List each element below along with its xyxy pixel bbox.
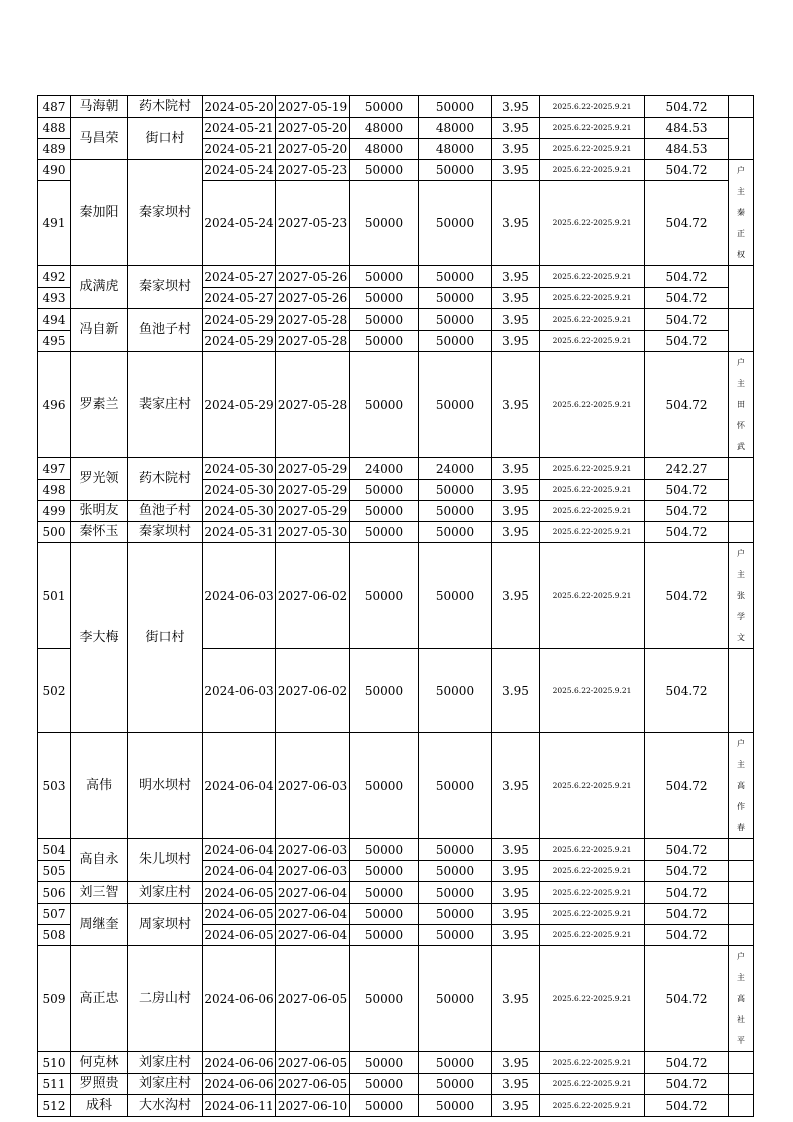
loan-amount: 50000 <box>350 543 419 649</box>
interest-period: 2025.6.22-2025.9.21 <box>540 480 645 501</box>
village-name: 秦家坝村 <box>128 160 203 266</box>
table-row <box>38 266 754 288</box>
table-row <box>38 96 754 118</box>
row-number: 487 <box>38 96 71 118</box>
interest-period: 2025.6.22-2025.9.21 <box>540 543 645 649</box>
remark-text: 户主高作春 <box>737 739 745 832</box>
borrower-name: 何克林 <box>71 1052 128 1074</box>
interest-rate: 3.95 <box>492 543 540 649</box>
remark-cell <box>729 904 754 925</box>
row-number: 492 <box>38 266 71 288</box>
interest-amount: 504.72 <box>645 861 729 882</box>
loan-end-date: 2027-05-20 <box>276 118 350 139</box>
loan-start-date: 2024-06-05 <box>203 882 276 904</box>
interest-rate: 3.95 <box>492 522 540 543</box>
remark-cell <box>729 733 754 839</box>
loan-end-date: 2027-06-05 <box>276 946 350 1052</box>
remark-cell <box>729 1074 754 1095</box>
loan-start-date: 2024-05-29 <box>203 309 276 331</box>
interest-rate: 3.95 <box>492 904 540 925</box>
interest-period: 2025.6.22-2025.9.21 <box>540 288 645 309</box>
loan-balance: 50000 <box>419 522 492 543</box>
loan-balance: 24000 <box>419 458 492 480</box>
interest-rate: 3.95 <box>492 118 540 139</box>
interest-period: 2025.6.22-2025.9.21 <box>540 1052 645 1074</box>
interest-rate: 3.95 <box>492 1052 540 1074</box>
loan-amount: 50000 <box>350 288 419 309</box>
loan-end-date: 2027-05-23 <box>276 181 350 266</box>
table-row <box>38 160 754 181</box>
remark-cell <box>729 96 754 118</box>
remark-cell <box>729 1095 754 1117</box>
loan-amount: 50000 <box>350 904 419 925</box>
interest-period: 2025.6.22-2025.9.21 <box>540 861 645 882</box>
loan-balance: 50000 <box>419 331 492 352</box>
loan-amount: 50000 <box>350 352 419 458</box>
village-name: 刘家庄村 <box>128 1052 203 1074</box>
table-row <box>38 543 754 649</box>
interest-amount: 504.72 <box>645 96 729 118</box>
interest-amount: 504.72 <box>645 309 729 331</box>
interest-rate: 3.95 <box>492 96 540 118</box>
loan-balance: 50000 <box>419 96 492 118</box>
loan-start-date: 2024-06-05 <box>203 925 276 946</box>
interest-period: 2025.6.22-2025.9.21 <box>540 649 645 733</box>
interest-amount: 242.27 <box>645 458 729 480</box>
row-number: 497 <box>38 458 71 480</box>
loan-end-date: 2027-06-05 <box>276 1052 350 1074</box>
row-number: 500 <box>38 522 71 543</box>
loan-end-date: 2027-05-29 <box>276 501 350 522</box>
loan-end-date: 2027-05-19 <box>276 96 350 118</box>
interest-period: 2025.6.22-2025.9.21 <box>540 266 645 288</box>
loan-amount: 50000 <box>350 839 419 861</box>
interest-amount: 484.53 <box>645 118 729 139</box>
loan-balance: 50000 <box>419 543 492 649</box>
row-number: 501 <box>38 543 71 649</box>
interest-period: 2025.6.22-2025.9.21 <box>540 309 645 331</box>
table-row <box>38 352 754 458</box>
interest-amount: 504.72 <box>645 266 729 288</box>
row-number: 503 <box>38 733 71 839</box>
loan-end-date: 2027-06-03 <box>276 839 350 861</box>
loan-end-date: 2027-05-20 <box>276 139 350 160</box>
loan-balance: 50000 <box>419 649 492 733</box>
interest-rate: 3.95 <box>492 331 540 352</box>
interest-period: 2025.6.22-2025.9.21 <box>540 118 645 139</box>
row-number: 502 <box>38 649 71 733</box>
loan-balance: 50000 <box>419 288 492 309</box>
interest-amount: 504.72 <box>645 522 729 543</box>
interest-amount: 504.72 <box>645 288 729 309</box>
loan-amount: 50000 <box>350 331 419 352</box>
table-row <box>38 733 754 839</box>
table-row <box>38 118 754 139</box>
remark-cell <box>729 118 754 160</box>
loan-start-date: 2024-05-30 <box>203 458 276 480</box>
remark-cell <box>729 309 754 352</box>
table-row <box>38 1052 754 1074</box>
borrower-name: 周继奎 <box>71 904 128 946</box>
interest-period: 2025.6.22-2025.9.21 <box>540 1074 645 1095</box>
borrower-name: 马海朝 <box>71 96 128 118</box>
loan-end-date: 2027-05-23 <box>276 160 350 181</box>
remark-cell <box>729 925 754 946</box>
loan-balance: 48000 <box>419 118 492 139</box>
loan-end-date: 2027-06-03 <box>276 733 350 839</box>
loan-balance: 50000 <box>419 160 492 181</box>
village-name: 鱼池子村 <box>128 309 203 352</box>
remark-text: 户主高社平 <box>737 952 745 1045</box>
loan-amount: 48000 <box>350 139 419 160</box>
interest-rate: 3.95 <box>492 925 540 946</box>
loan-end-date: 2027-06-04 <box>276 904 350 925</box>
loan-end-date: 2027-06-04 <box>276 882 350 904</box>
village-name: 朱儿坝村 <box>128 839 203 882</box>
loan-amount: 50000 <box>350 96 419 118</box>
loan-balance: 50000 <box>419 1095 492 1117</box>
loan-balance: 50000 <box>419 266 492 288</box>
loan-amount: 50000 <box>350 649 419 733</box>
loan-end-date: 2027-06-02 <box>276 649 350 733</box>
remark-text: 户主秦正权 <box>737 166 745 259</box>
loan-start-date: 2024-06-03 <box>203 649 276 733</box>
remark-text: 户主田怀武 <box>737 358 745 451</box>
loan-amount: 50000 <box>350 266 419 288</box>
loan-balance: 50000 <box>419 1052 492 1074</box>
interest-rate: 3.95 <box>492 309 540 331</box>
interest-rate: 3.95 <box>492 288 540 309</box>
loan-balance: 50000 <box>419 946 492 1052</box>
borrower-name: 秦怀玉 <box>71 522 128 543</box>
interest-period: 2025.6.22-2025.9.21 <box>540 160 645 181</box>
interest-amount: 504.72 <box>645 480 729 501</box>
borrower-name: 冯自新 <box>71 309 128 352</box>
loan-balance: 50000 <box>419 181 492 266</box>
loan-start-date: 2024-05-30 <box>203 501 276 522</box>
table-row <box>38 501 754 522</box>
borrower-name: 秦加阳 <box>71 160 128 266</box>
loan-amount: 50000 <box>350 480 419 501</box>
interest-amount: 504.72 <box>645 925 729 946</box>
loan-start-date: 2024-06-06 <box>203 1052 276 1074</box>
remark-cell <box>729 501 754 522</box>
row-number: 509 <box>38 946 71 1052</box>
table-row <box>38 458 754 480</box>
village-name: 街口村 <box>128 543 203 733</box>
loan-amount: 48000 <box>350 118 419 139</box>
village-name: 明水坝村 <box>128 733 203 839</box>
loan-start-date: 2024-05-21 <box>203 118 276 139</box>
loan-amount: 50000 <box>350 925 419 946</box>
loan-balance: 50000 <box>419 925 492 946</box>
interest-rate: 3.95 <box>492 266 540 288</box>
interest-amount: 504.72 <box>645 1052 729 1074</box>
loan-balance: 50000 <box>419 501 492 522</box>
table-row <box>38 1095 754 1117</box>
interest-period: 2025.6.22-2025.9.21 <box>540 733 645 839</box>
remark-cell <box>729 649 754 733</box>
interest-period: 2025.6.22-2025.9.21 <box>540 925 645 946</box>
loan-amount: 50000 <box>350 501 419 522</box>
loan-end-date: 2027-05-26 <box>276 266 350 288</box>
interest-rate: 3.95 <box>492 839 540 861</box>
interest-amount: 504.72 <box>645 904 729 925</box>
row-number: 489 <box>38 139 71 160</box>
loan-start-date: 2024-05-31 <box>203 522 276 543</box>
interest-amount: 504.72 <box>645 1095 729 1117</box>
row-number: 508 <box>38 925 71 946</box>
remark-cell <box>729 266 754 309</box>
interest-period: 2025.6.22-2025.9.21 <box>540 139 645 160</box>
loan-start-date: 2024-06-04 <box>203 733 276 839</box>
interest-rate: 3.95 <box>492 1095 540 1117</box>
loan-start-date: 2024-05-29 <box>203 352 276 458</box>
remark-cell <box>729 160 754 266</box>
interest-amount: 504.72 <box>645 501 729 522</box>
interest-amount: 504.72 <box>645 543 729 649</box>
interest-amount: 504.72 <box>645 352 729 458</box>
interest-rate: 3.95 <box>492 501 540 522</box>
remark-cell <box>729 861 754 882</box>
loan-balance: 50000 <box>419 480 492 501</box>
remark-cell <box>729 1052 754 1074</box>
table-row <box>38 522 754 543</box>
row-number: 495 <box>38 331 71 352</box>
remark-cell <box>729 352 754 458</box>
interest-amount: 504.72 <box>645 839 729 861</box>
loan-balance: 50000 <box>419 309 492 331</box>
loan-start-date: 2024-06-06 <box>203 946 276 1052</box>
row-number: 491 <box>38 181 71 266</box>
loan-end-date: 2027-05-26 <box>276 288 350 309</box>
borrower-name: 成科 <box>71 1095 128 1117</box>
village-name: 二房山村 <box>128 946 203 1052</box>
row-number: 498 <box>38 480 71 501</box>
loan-start-date: 2024-06-03 <box>203 543 276 649</box>
loan-amount: 50000 <box>350 181 419 266</box>
loan-start-date: 2024-05-29 <box>203 331 276 352</box>
borrower-name: 成满虎 <box>71 266 128 309</box>
loan-amount: 50000 <box>350 733 419 839</box>
borrower-name: 罗照贵 <box>71 1074 128 1095</box>
row-number: 512 <box>38 1095 71 1117</box>
village-name: 刘家庄村 <box>128 1074 203 1095</box>
row-number: 493 <box>38 288 71 309</box>
interest-amount: 484.53 <box>645 139 729 160</box>
interest-amount: 504.72 <box>645 181 729 266</box>
loan-balance: 50000 <box>419 352 492 458</box>
interest-amount: 504.72 <box>645 331 729 352</box>
loan-amount: 50000 <box>350 1095 419 1117</box>
row-number: 494 <box>38 309 71 331</box>
loan-end-date: 2027-06-04 <box>276 925 350 946</box>
row-number: 505 <box>38 861 71 882</box>
interest-rate: 3.95 <box>492 139 540 160</box>
table-row <box>38 1074 754 1095</box>
borrower-name: 高伟 <box>71 733 128 839</box>
loan-start-date: 2024-06-11 <box>203 1095 276 1117</box>
loan-end-date: 2027-06-05 <box>276 1074 350 1095</box>
borrower-name: 高自永 <box>71 839 128 882</box>
loan-amount: 50000 <box>350 1052 419 1074</box>
table-row <box>38 839 754 861</box>
village-name: 刘家庄村 <box>128 882 203 904</box>
interest-amount: 504.72 <box>645 160 729 181</box>
remark-text: 户主张学文 <box>737 549 745 642</box>
interest-amount: 504.72 <box>645 649 729 733</box>
village-name: 街口村 <box>128 118 203 160</box>
row-number: 490 <box>38 160 71 181</box>
row-number: 510 <box>38 1052 71 1074</box>
remark-cell <box>729 543 754 649</box>
interest-period: 2025.6.22-2025.9.21 <box>540 946 645 1052</box>
interest-rate: 3.95 <box>492 181 540 266</box>
loan-end-date: 2027-05-29 <box>276 458 350 480</box>
loan-balance: 50000 <box>419 861 492 882</box>
loan-start-date: 2024-05-27 <box>203 288 276 309</box>
table-row <box>38 946 754 1052</box>
village-name: 秦家坝村 <box>128 266 203 309</box>
village-name: 裴家庄村 <box>128 352 203 458</box>
interest-rate: 3.95 <box>492 946 540 1052</box>
interest-rate: 3.95 <box>492 160 540 181</box>
row-number: 496 <box>38 352 71 458</box>
interest-rate: 3.95 <box>492 882 540 904</box>
interest-rate: 3.95 <box>492 352 540 458</box>
borrower-name: 马昌荣 <box>71 118 128 160</box>
loan-start-date: 2024-05-24 <box>203 160 276 181</box>
borrower-name: 罗光领 <box>71 458 128 501</box>
borrower-name: 罗素兰 <box>71 352 128 458</box>
loan-balance: 48000 <box>419 139 492 160</box>
loan-end-date: 2027-06-02 <box>276 543 350 649</box>
loan-amount: 50000 <box>350 309 419 331</box>
table-row <box>38 309 754 331</box>
loan-start-date: 2024-05-30 <box>203 480 276 501</box>
loan-end-date: 2027-05-29 <box>276 480 350 501</box>
interest-period: 2025.6.22-2025.9.21 <box>540 882 645 904</box>
remark-cell <box>729 458 754 501</box>
interest-period: 2025.6.22-2025.9.21 <box>540 501 645 522</box>
row-number: 507 <box>38 904 71 925</box>
row-number: 499 <box>38 501 71 522</box>
loan-amount: 50000 <box>350 1074 419 1095</box>
loan-end-date: 2027-05-28 <box>276 309 350 331</box>
remark-cell <box>729 946 754 1052</box>
interest-period: 2025.6.22-2025.9.21 <box>540 96 645 118</box>
interest-amount: 504.72 <box>645 946 729 1052</box>
interest-amount: 504.72 <box>645 882 729 904</box>
loan-start-date: 2024-06-05 <box>203 904 276 925</box>
loan-start-date: 2024-06-06 <box>203 1074 276 1095</box>
remark-cell <box>729 839 754 861</box>
loan-balance: 50000 <box>419 733 492 839</box>
interest-period: 2025.6.22-2025.9.21 <box>540 458 645 480</box>
loan-end-date: 2027-05-28 <box>276 352 350 458</box>
village-name: 周家坝村 <box>128 904 203 946</box>
row-number: 506 <box>38 882 71 904</box>
interest-period: 2025.6.22-2025.9.21 <box>540 352 645 458</box>
interest-rate: 3.95 <box>492 1074 540 1095</box>
interest-period: 2025.6.22-2025.9.21 <box>540 181 645 266</box>
row-number: 504 <box>38 839 71 861</box>
interest-amount: 504.72 <box>645 1074 729 1095</box>
loan-end-date: 2027-06-03 <box>276 861 350 882</box>
loan-balance: 50000 <box>419 904 492 925</box>
interest-rate: 3.95 <box>492 861 540 882</box>
village-name: 鱼池子村 <box>128 501 203 522</box>
loan-amount: 50000 <box>350 522 419 543</box>
loan-end-date: 2027-05-28 <box>276 331 350 352</box>
loan-start-date: 2024-05-20 <box>203 96 276 118</box>
village-name: 药木院村 <box>128 96 203 118</box>
loan-amount: 50000 <box>350 160 419 181</box>
loan-start-date: 2024-05-27 <box>203 266 276 288</box>
loan-end-date: 2027-06-10 <box>276 1095 350 1117</box>
borrower-name: 刘三智 <box>71 882 128 904</box>
interest-rate: 3.95 <box>492 480 540 501</box>
table-row <box>38 882 754 904</box>
loan-start-date: 2024-06-04 <box>203 839 276 861</box>
loan-amount: 24000 <box>350 458 419 480</box>
village-name: 秦家坝村 <box>128 522 203 543</box>
interest-period: 2025.6.22-2025.9.21 <box>540 839 645 861</box>
loan-start-date: 2024-05-21 <box>203 139 276 160</box>
table-row <box>38 904 754 925</box>
loan-amount: 50000 <box>350 882 419 904</box>
loan-start-date: 2024-05-24 <box>203 181 276 266</box>
interest-rate: 3.95 <box>492 649 540 733</box>
loan-balance: 50000 <box>419 839 492 861</box>
loan-amount: 50000 <box>350 946 419 1052</box>
row-number: 488 <box>38 118 71 139</box>
interest-period: 2025.6.22-2025.9.21 <box>540 522 645 543</box>
borrower-name: 高正忠 <box>71 946 128 1052</box>
interest-period: 2025.6.22-2025.9.21 <box>540 904 645 925</box>
loan-amount: 50000 <box>350 861 419 882</box>
loan-start-date: 2024-06-04 <box>203 861 276 882</box>
village-name: 大水沟村 <box>128 1095 203 1117</box>
loan-balance: 50000 <box>419 882 492 904</box>
borrower-name: 张明友 <box>71 501 128 522</box>
loan-interest-table <box>37 95 754 1117</box>
borrower-name: 李大梅 <box>71 543 128 733</box>
village-name: 药木院村 <box>128 458 203 501</box>
interest-period: 2025.6.22-2025.9.21 <box>540 1095 645 1117</box>
interest-rate: 3.95 <box>492 458 540 480</box>
interest-period: 2025.6.22-2025.9.21 <box>540 331 645 352</box>
row-number: 511 <box>38 1074 71 1095</box>
remark-cell <box>729 882 754 904</box>
loan-end-date: 2027-05-30 <box>276 522 350 543</box>
interest-amount: 504.72 <box>645 733 729 839</box>
interest-rate: 3.95 <box>492 733 540 839</box>
loan-balance: 50000 <box>419 1074 492 1095</box>
remark-cell <box>729 522 754 543</box>
